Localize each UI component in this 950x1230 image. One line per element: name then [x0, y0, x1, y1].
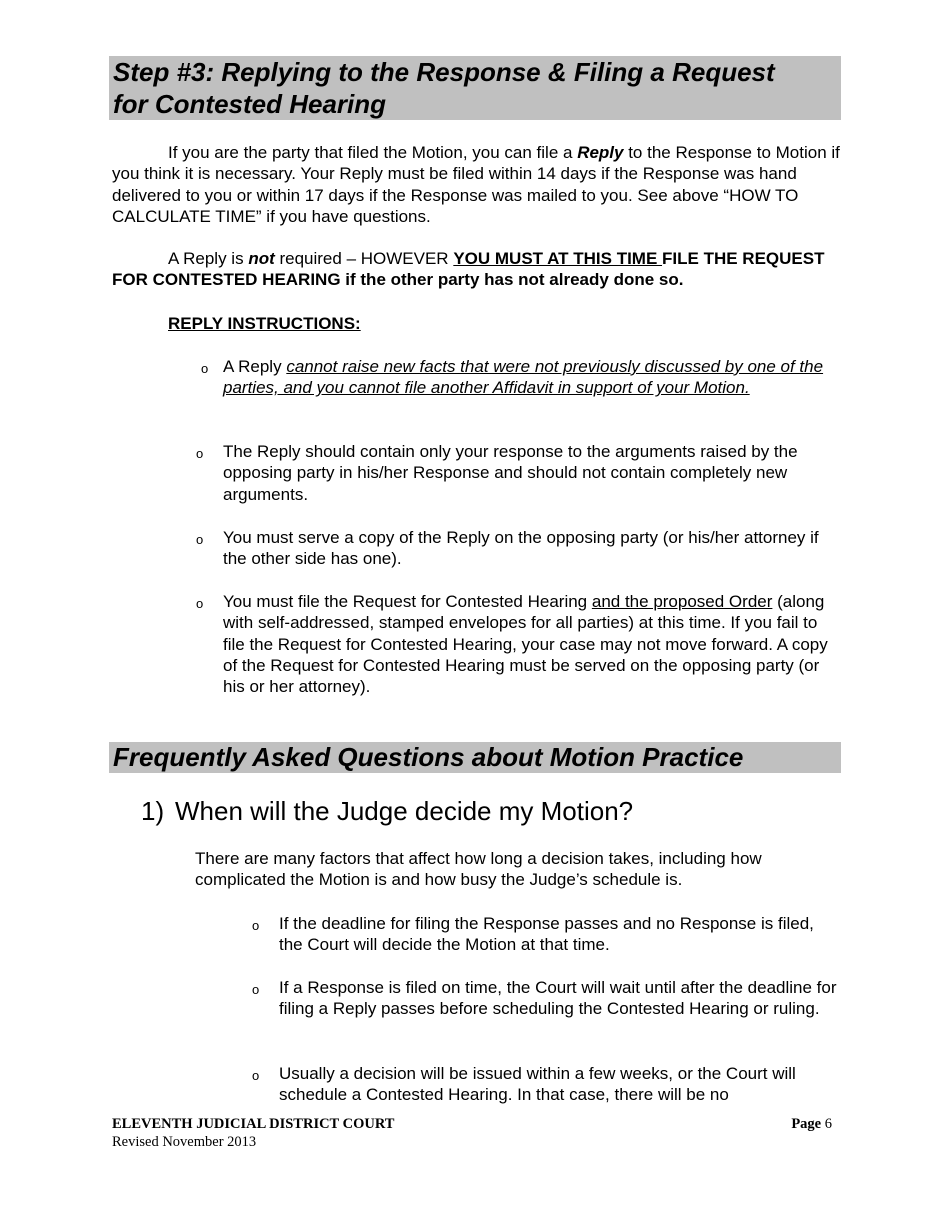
reply-emphasis: Reply: [577, 143, 624, 162]
step3-heading: [109, 56, 841, 120]
bullet-icon: o: [196, 532, 204, 547]
must-emphasis: YOU MUST AT THIS TIME: [453, 249, 663, 268]
reply-instruction-4: You must file the Request for Contested Hearing and the proposed Order (along with self-addressed, stamped envelopes for all parties) at this time. If you fail to file the Request for Contested Hearing, your case may not move forward. A copy of the Request for Contested Hearing must be served on the opposing party (or his or her attorney).: [223, 592, 828, 697]
step3-heading-line2: for Contested Hearing: [113, 89, 387, 119]
faq-question-number: 1): [141, 796, 165, 826]
bullet-icon: o: [201, 361, 209, 376]
step3-paragraph-1: If you are the party that filed the Motion, you can file a Reply to the Response to Motion if you think it is necessary. Your Reply must be filed within 14 days if the Response was hand delivered to you or within 17 days if the Response was mailed to you. See above “HOW TO CALCULATE TIME” if you have questions.: [112, 143, 840, 226]
bullet-icon: o: [252, 982, 260, 997]
bullet-icon: o: [252, 1068, 260, 1083]
faq-question-1: [141, 794, 633, 828]
faq-answer-bullet-2: If a Response is filed on time, the Court will wait until after the deadline for filing a Reply passes before scheduling the Contested Hearing or ruling.: [279, 978, 837, 1019]
footer-court-name: ELEVENTH JUDICIAL DISTRICT COURT: [112, 1116, 395, 1132]
footer-court-info: [112, 1115, 394, 1151]
faq-answer-intro: There are many factors that affect how long a decision takes, including how complicated the Motion is and how busy the Judge’s schedule is.: [195, 849, 762, 890]
footer-revised-date: Revised November 2013: [112, 1134, 257, 1150]
reply-instructions-title: REPLY INSTRUCTIONS:: [168, 314, 361, 333]
bullet-icon: o: [196, 596, 204, 611]
footer-page-number: Page 6: [791, 1116, 832, 1132]
reply-instruction-3: You must serve a copy of the Reply on the opposing party (or his/her attorney if the other side has one).: [223, 528, 819, 569]
not-emphasis: not: [248, 249, 275, 268]
faq-heading: Frequently Asked Questions about Motion Practice: [109, 742, 841, 773]
bullet-icon: o: [252, 918, 260, 933]
reply-instruction-1: A Reply cannot raise new facts that were not previously discussed by one of the parties, and you cannot file another Affidavit in support of your Motion.: [223, 357, 824, 398]
step3-paragraph-2: A Reply is not required – HOWEVER YOU MUST AT THIS TIME FILE THE REQUEST FOR CONTESTED HEARING if the other party has not already done so.: [112, 249, 825, 290]
step3-heading-line1: Step #3: Replying to the Response & Filing a Request: [113, 57, 775, 87]
faq-answer-bullet-3: Usually a decision will be issued within a few weeks, or the Court will schedule a Contested Hearing. In that case, there will be no: [279, 1064, 796, 1105]
reply-instruction-2: The Reply should contain only your response to the arguments raised by the opposing party in his/her Response and should not contain completely new arguments.: [223, 442, 798, 504]
bullet-icon: o: [196, 446, 204, 461]
faq-question-text: When will the Judge decide my Motion?: [175, 796, 634, 826]
faq-answer-bullet-1: If the deadline for filing the Response passes and no Response is filed, the Court will decide the Motion at that time.: [279, 914, 814, 955]
